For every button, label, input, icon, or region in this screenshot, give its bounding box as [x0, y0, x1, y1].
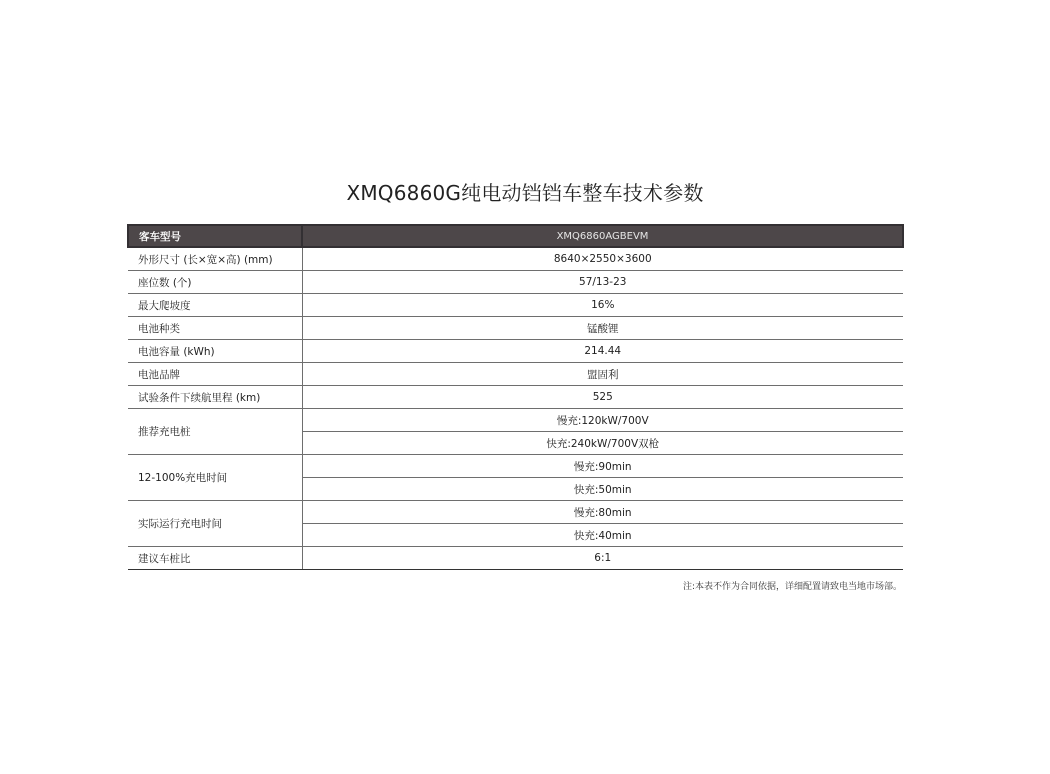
row-value: 慢充:80min [302, 501, 903, 524]
header-label: 客车型号 [128, 225, 302, 247]
row-label: 推荐充电桩 [128, 409, 302, 455]
table-row [128, 340, 903, 363]
row-label: 电池品牌 [128, 363, 302, 386]
table-row [128, 317, 903, 340]
row-value: 8640×2550×3600 [302, 247, 903, 271]
row-value: 525 [302, 386, 903, 409]
table-row [128, 363, 903, 386]
row-value: 16% [302, 294, 903, 317]
table-row [128, 409, 903, 432]
table-row [128, 547, 903, 570]
table-row [128, 386, 903, 409]
table-row [128, 247, 903, 271]
page-title: XMQ6860G纯电动铛铛车整车技术参数 [346, 181, 704, 205]
row-value: 快充:240kW/700V双枪 [302, 432, 903, 455]
header-model: XMQ6860AGBEVM [302, 225, 903, 247]
row-value: 57/13-23 [302, 271, 903, 294]
row-label: 电池种类 [128, 317, 302, 340]
row-value: 慢充:90min [302, 455, 903, 478]
row-value: 快充:50min [302, 478, 903, 501]
row-value: 盟固利 [302, 363, 903, 386]
footnote: 注:本表不作为合同依据，详细配置请致电当地市场部。 [682, 582, 902, 592]
row-label: 试验条件下续航里程 (km) [128, 386, 302, 409]
row-label: 建议车桩比 [128, 547, 302, 570]
row-label: 电池容量 (kWh) [128, 340, 302, 363]
row-label: 外形尺寸 (长×宽×高) (mm) [128, 247, 302, 271]
table-row [128, 294, 903, 317]
row-label: 最大爬坡度 [128, 294, 302, 317]
row-value: 6:1 [302, 547, 903, 570]
row-value: 慢充:120kW/700V [302, 409, 903, 432]
table-row [128, 455, 903, 478]
row-value: 快充:40min [302, 524, 903, 547]
row-value: 214.44 [302, 340, 903, 363]
row-label: 实际运行充电时间 [128, 501, 302, 547]
row-label: 座位数 (个) [128, 271, 302, 294]
row-value: 锰酸锂 [302, 317, 903, 340]
spec-table [127, 224, 904, 570]
table-row [128, 501, 903, 524]
table-row [128, 271, 903, 294]
row-label: 12-100%充电时间 [128, 455, 302, 501]
table-header-row [128, 225, 903, 247]
